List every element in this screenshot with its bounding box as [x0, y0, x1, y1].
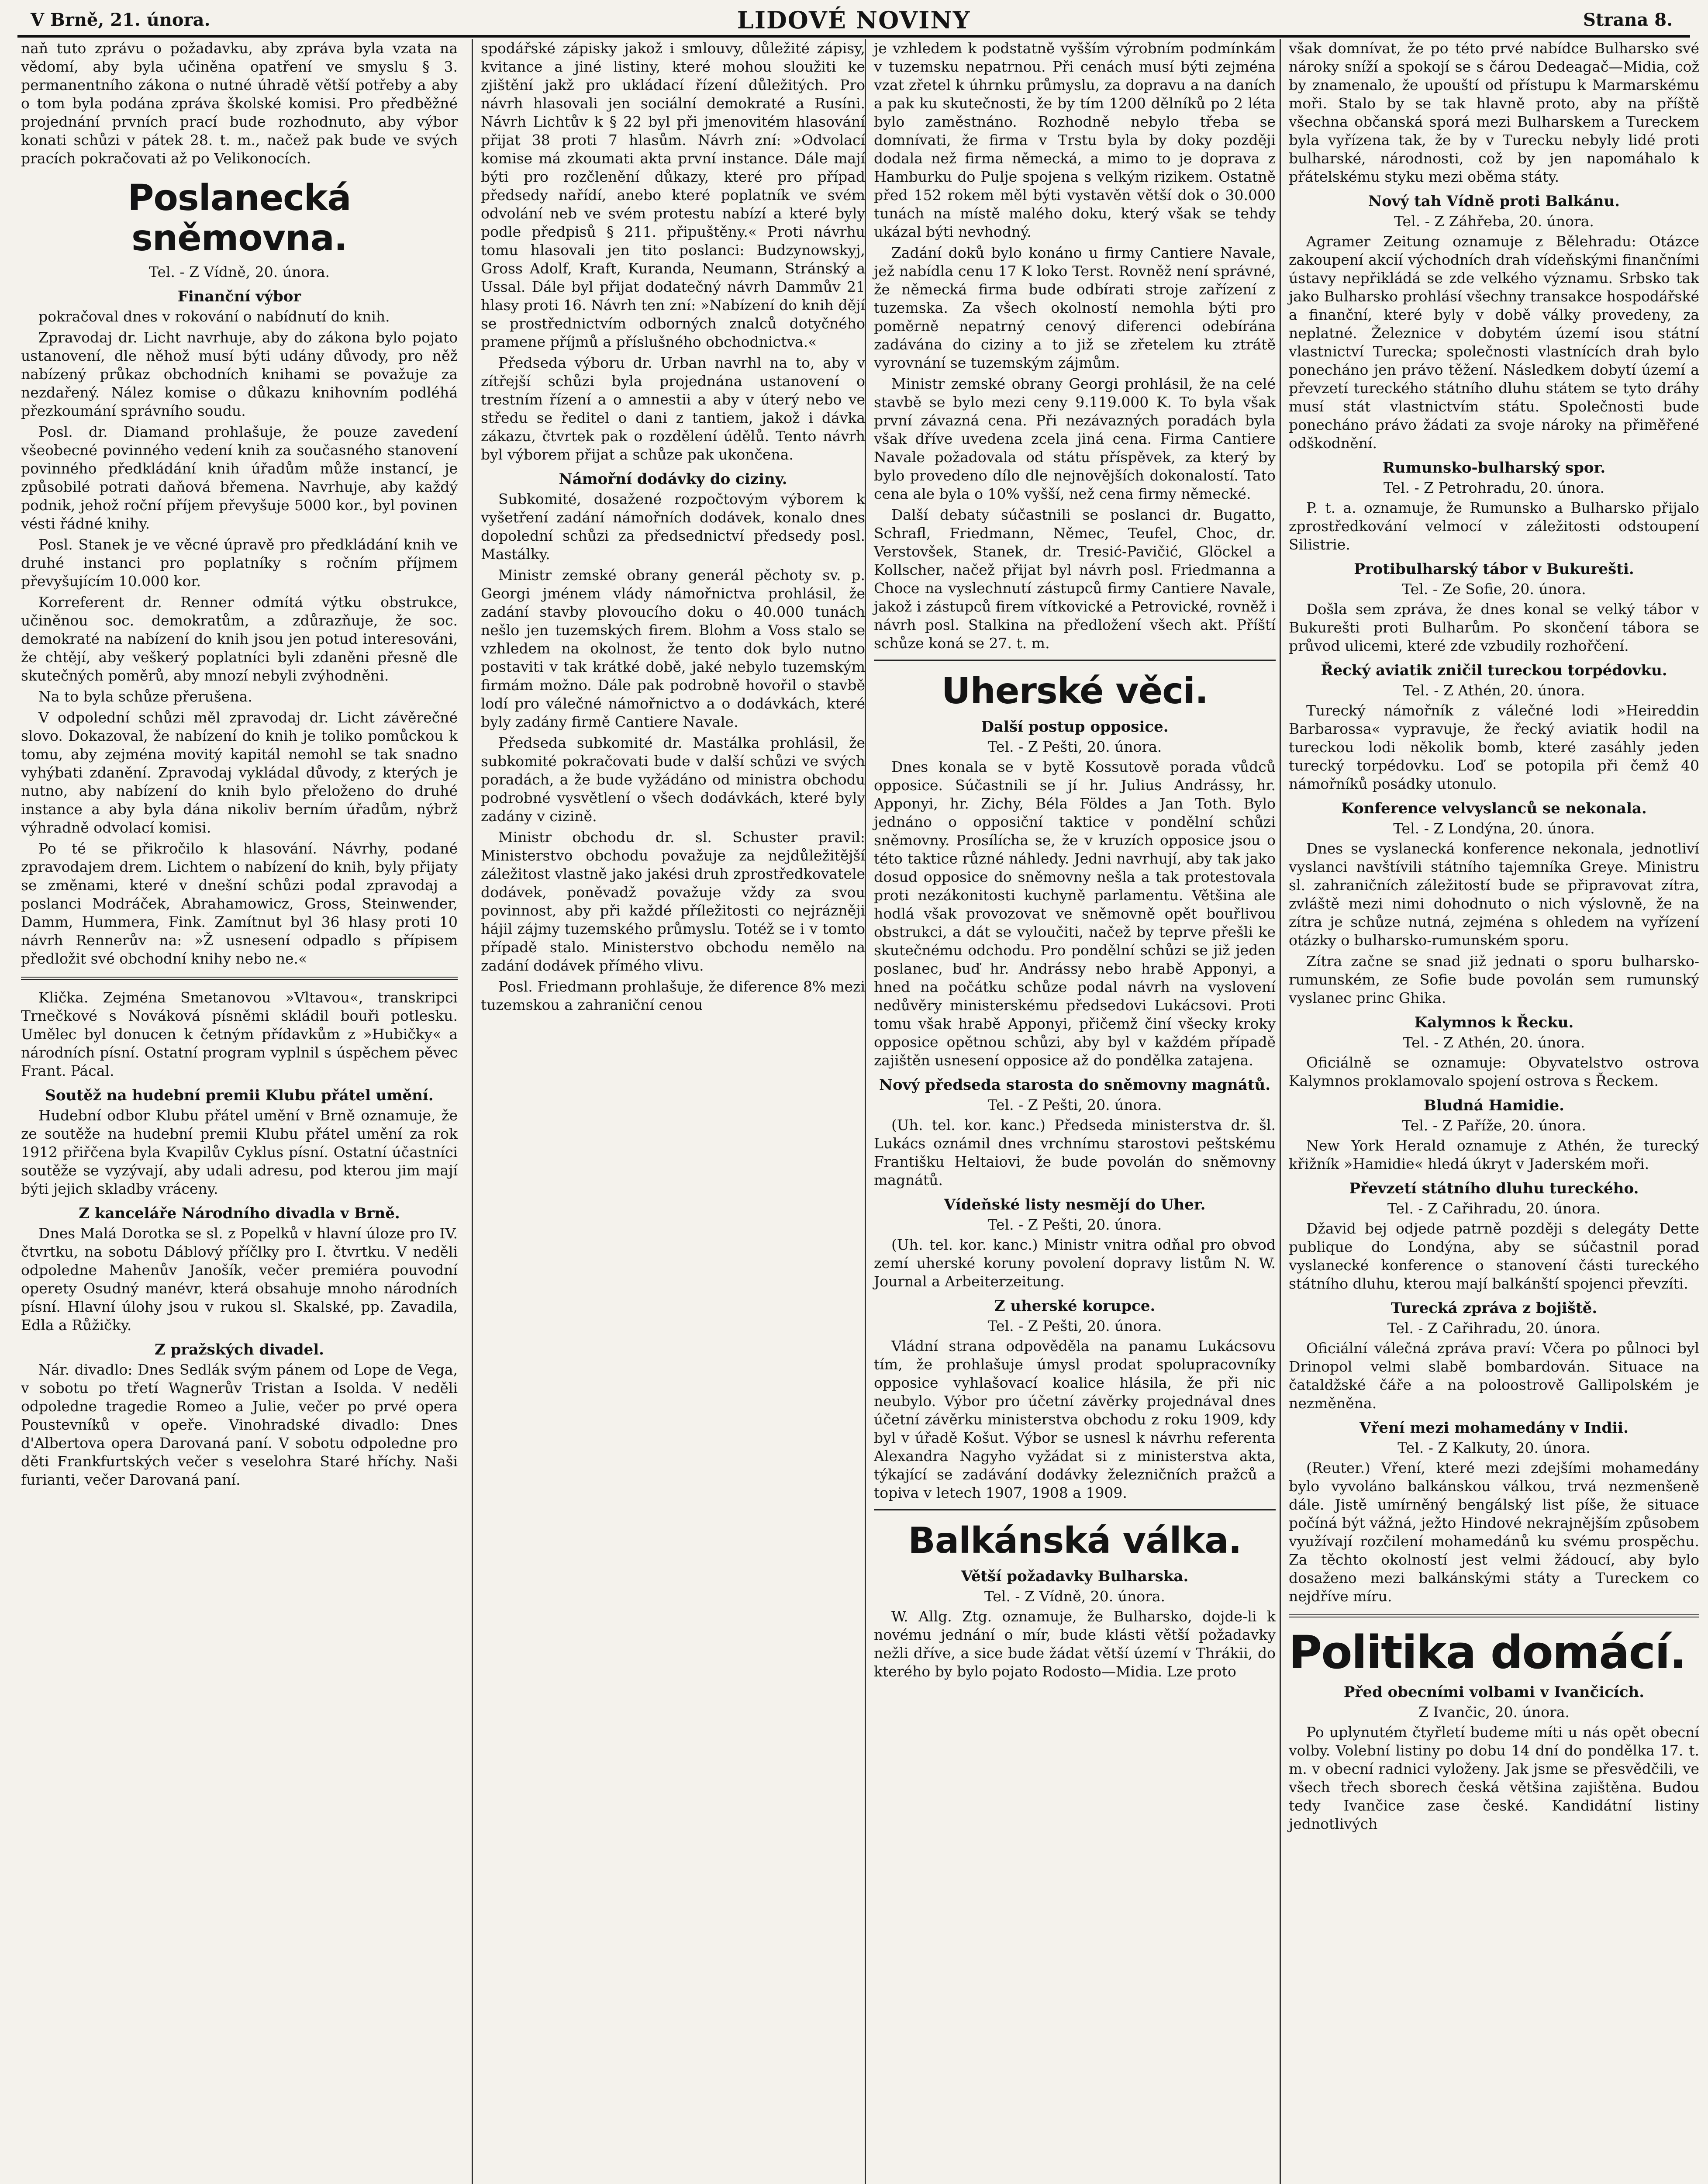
dateline: Tel. - Ze Sofie, 20. února. [1402, 581, 1586, 598]
dateline: Tel. - Z Petrohradu, 20. února. [1383, 479, 1605, 496]
paragraph: Korreferent dr. Renner odmítá výtku obstrukce, učiněnou soc. demokratům, a zdůrazňuje, že soc. demokraté na nabízení do knih jsou jen potud interesováni, že chtějí, aby veškerý poplatníci byli zdaněni přesně dle skutečných poměrů, aby mnozí nebyli zvýhodněni. [21, 594, 458, 684]
section-heading-politika: Politika domácí. [1289, 1626, 1686, 1679]
subheading: Nový předseda starosta do sněmovny magnátů. [879, 1076, 1271, 1094]
dateline: Tel. - Z Cařihradu, 20. února. [1387, 1200, 1601, 1217]
article-continuation: je vzhledem k podstatně vyšším výrobním podmínkám v tuzemsku nepatrnou. Při cenách musí býti zejména vzat zřetel k úhrnku průmyslu, za dopravu a na daních a pak ku skutečnosti, že by tím 1200 dělníků po 2 léta bylo zaměstnáno. Rozhodně nebylo třeba se domnívati, že firma v Trstu byla by doky později dodala než firma německá, a mimo to je doprava z Hamburku do Pulje spojena s velkým rizikem. Ostatně před 152 rokem měl býti vystavěn větší dok o 30.000 tunách na místě malého doku, který však se tehdy ukázal býti nevhodný. [874, 40, 1276, 240]
paragraph: Turecký námořník z válečné lodi »Heireddin Barbarossa« vypravuje, že řecký aviatik hodil na tureckou lodi několik bomb, které zasáhly jeden turecký torpédovku. Loď se potopila při čemž 40 námořníků posádky utonulo. [1289, 702, 1699, 792]
paragraph: Klička. Zejména Smetanovou »Vltavou«, transkripci Trnečkové s Nováková písněmi skládil bouři potlesku. Umělec byl donucen k četným přídavkům z »Hubičky« a národních písní. Ostatní program vyplnil s úspěchem pěvec Frant. Pácal. [21, 989, 458, 1079]
subheading: Převzetí státního dluhu tureckého. [1349, 1180, 1639, 1197]
paragraph: W. Allg. Ztg. oznamuje, že Bulharsko, dojde-li k novému jednání o mír, bude klásti větší požadavky nežli dříve, a sice bude žádat větší území v Thrákii, do kterého by bylo pojato Rodosto—Midia. Lze proto [874, 1608, 1276, 1680]
paragraph: pokračoval dnes v rokování o nabídnutí do knih. [38, 308, 390, 325]
paragraph: Na to byla schůze přerušena. [38, 688, 252, 705]
paragraph: Ministr obchodu dr. sl. Schuster pravil: Ministerstvo obchodu považuje za nejdůležitější záležitost vlastně jako jakési druh zprostředkovatele dodávek, poněvadž považuje vždy za svou povinnost, aby při každé příležitosti co nejrázněji hájil zájmy tuzemského průmyslu. Totéž se i v tomto případě stalo. Ministerstvo obchodu nemělo na zadání dodávek přímého vlivu. [481, 829, 865, 974]
article-continuation: spodářské zápisky jakož i smlouvy, důležité zápisy, kvitance a jiné listiny, které mohou sloužiti ke zjištění jakž pro ukládací řízení důležitých. Pro návrh hlasovali jen sociální demokraté a Rusíni. Návrh Lichtův k § 22 byl při jmenovitém hlasování přijat 38 proti 7 hlasům. Návrh zní: »Odvolací komise má zkoumati akta první instance. Dále mají býti pro rozčlenění důkazy, které pro případ předsedy nařídí, anebo které poplatník ve svém odvolání neb ve svém protestu nabízí a které byly podle předpisů § 211. připuštěny.« Proti návrhu tomu hlasovali jen tito poslanci: Budzynowskyj, Gross Adolf, Kraft, Kuranda, Neumann, Stránský a Ussal. Dále byl přijat dodatečný návrh Dammův 21 hlasy proti 16. Návrh ten zní: »Nabízení do knih dějí se prostřednictvím odborných znalců dotyčného pramene příjmů a příslušného obchodnictva.« [481, 40, 865, 350]
subheading: Vření mezi mohamedány v Indii. [1359, 1419, 1629, 1437]
article-continuation: naň tuto zprávu o požadavku, aby zpráva byla vzata na vědomí, aby byla učiněna opatření ve smyslu § 3. permanentního zákona o nutné úhradě větší potřeby a aby o tom byla podána zpráva školské komisi. Pro předběžné projednání prvních prací bude rozhodnuto, aby výbor konati schůzi v pátek 28. t. m., načež pak bude ve svých pracích pokračovati až po Velikonocích. [21, 40, 458, 167]
paragraph: Posl. dr. Diamand prohlašuje, že pouze zavedení všeobecné povinného vedení knih za současného stanovení povinného předkládání knih úřadům může instancí, je způsobilé potrati daňová břemena. Navrhuje, aby každý podnik, jehož roční příjem převyšuje 5000 kor., byl povinen vésti řádné knihy. [21, 423, 458, 532]
dateline: Tel. - Z Pešti, 20. února. [987, 1216, 1162, 1233]
paragraph: Další debaty súčastnili se poslanci dr. Bugatto, Schrafl, Friedmann, Němec, Teufel, Choc, dr. Verstovšek, Stanek, dr. Tresić-Pavičić, Glöckel a Kollscher, načež přijat byl návrh posl. Friedmanna a Choce na vyslechnutí zástupců firmy Cantiere Navale, jakož i zástupců firem vítkovické a Petrovické, rovněž i návrh posl. Stalkina na předložení všech akt. Příští schůze koná se 27. t. m. [874, 506, 1276, 652]
subheading: Další postup opposice. [981, 718, 1169, 736]
divider [874, 660, 1276, 661]
subheading: Protibulharský tábor v Bukurešti. [1354, 560, 1634, 578]
column-4 [1280, 39, 1699, 2184]
paragraph: Hudební odbor Klubu přátel umění v Brně oznamuje, že ze soutěže na hudební premii Klubu přátel umění za rok 1912 přiřčena byla Kvapilův Cyklus písní. Ostatní účastníci soutěže se vyzývají, aby udali adresu, pod kterou jim mají býti jejich skladby vráceny. [21, 1107, 458, 1197]
dateline: Tel. - Z Pešti, 20. února. [987, 738, 1162, 755]
subheading: Vídeňské listy nesmějí do Uher. [944, 1196, 1206, 1213]
paragraph: Vládní strana odpověděla na panamu Lukácsovu tím, že prohlašuje úmysl prodat spolupracovníky opposice vyhlašovací koalice hlásila, že při nic neubylo. Výbor pro účetní závěrky projednával dnes účetní závěrku ministerstva obchodu z roku 1909, kdy byl v úřadě Košut. Výbor se usnesl k návrhu referenta Alexandra Nagyho vyžádat si z ministerstva akta, týkající se zadávání dodávky železničních pražců a topiva v letech 1907, 1908 a 1909. [874, 1337, 1276, 1501]
dateline: Z Ivančic, 20. února. [1418, 1704, 1570, 1721]
column-2 [472, 39, 865, 2184]
subheading: Rumunsko-bulharský spor. [1382, 459, 1606, 477]
paragraph: V odpolední schůzi měl zpravodaj dr. Licht závěrečné slovo. Dokazoval, že nabízení do knih je toliko pomůckou k tomu, aby zejména movitý kapitál nemohl se tak snadno vyhýbati zdanění. Zpravodaj vykládal důvody, z kterých je nutno, aby nabízení do knih bylo přeloženo do druhé instance a aby byla dána nikoliv berním úřadům, nýbrž výhradně odvolací komisi. [21, 709, 458, 836]
paragraph: Agramer Zeitung oznamuje z Bělehradu: Otázce zakoupení akcií východních drah vídeňskými finančními ústavy nepřikládá se zde velkého významu. Srbsko tak jako Bulharsko prohlásí všechny transakce hospodářské a finanční, které byly v době války provedeny, za neplatné. Železnice v dobytém území isou státní vlastnictví Turecka; společnosti vlastnících drah bylo ponecháno jen právo těžení. Následkem dobytí území a převzetí tureckého státního dluhu státem se tyto dráhy musí stát vlastnictvím státu. Společnosti bude ponecháno právo žádati za svoje nároky na přiměřené odškodnění. [1289, 233, 1699, 452]
paragraph: Předseda výboru dr. Urban navrhl na to, aby v zítřejší schůzi byla projednána ustanovení o trestním řízení a o amnestii a aby v úterý nebo ve středu se ředitel o dani z tantiem, jakož i dávka zákazu, čtvrtek pak o rozdělení údělů. Tento návrh byl výborem přijat a schůze pak ukončena. [481, 354, 865, 463]
subheading: Konference velvyslanců se nekonala. [1341, 800, 1647, 817]
paragraph: Subkomité, dosažené rozpočtovým výborem k vyšetření zadání námořních dodávek, konalo dnes dopolední schůzi za předsednictví předsedy posl. Mastálky. [481, 491, 865, 563]
divider [874, 1509, 1276, 1510]
subheading: Z pražských divadel. [154, 1341, 324, 1358]
dateline: Tel. - Z Athén, 20. února. [1403, 1034, 1585, 1051]
dateline: Tel. - Z Kalkuty, 20. února. [1397, 1439, 1591, 1456]
article-continuation: však domnívat, že po této prvé nabídce Bulharsko své nároky sníží a spokojí se s čárou Dedeagač—Midia, což by znamenalo, že upouští od přístupu k Marmarskému moři. Stalo by se tak hlavně proto, aby na příště všechna občanská sporá mezi Bulharskem a Tureckem byla vyřízena tak, že by v Turecku nebyly lidé proti bulharské, národnosti, což by jen napomáhalo k přátelskému styku mezi oběma státy. [1289, 40, 1699, 185]
column-3 [865, 39, 1276, 2184]
dateline: Tel. - Z Pešti, 20. února. [987, 1096, 1162, 1113]
subheading: Bludná Hamidie. [1424, 1097, 1564, 1114]
newspaper-title: LIDOVÉ NOVINY [737, 6, 971, 34]
subheading: Soutěž na hudební premii Klubu přátel umění. [45, 1087, 434, 1104]
section-heading-poslanecka: Poslanecká sněmovna. [128, 177, 351, 259]
divider [1289, 1614, 1699, 1617]
paragraph: Po uplynutém čtyřletí budeme míti u nás opět obecní volby. Volební listiny po dobu 14 dní do pondělka 17. t. m. v obecní radnici vyloženy. Jak jsme se přesvědčili, ve všech třech sborech česká většina zajištěna. Budou tedy Ivančice zase české. Kandidátní listiny jednotlivých [1289, 1724, 1699, 1832]
section-heading-uherske: Uherské věci. [941, 670, 1208, 712]
paragraph: Oficiálně se oznamuje: Obyvatelstvo ostrova Kalymnos proklamovalo spojení ostrova s Řeckem. [1289, 1054, 1699, 1089]
paragraph: Dnes Malá Dorotka se sl. z Popelků v hlavní úloze pro IV. čtvrtku, na sobotu Dáblový příčlky pro I. čtvrtku. V neděli odpoledne Mahenův Janošík, večer premiéra pouvodní operety Osudný manévr, která obsahuje mnoho národních písní. Hlavní úlohy jsou v rukou sl. Skalské, pp. Zavadila, Edla a Růžičky. [21, 1225, 458, 1334]
issue-date: V Brně, 21. února. [31, 10, 210, 30]
paragraph: Předseda subkomité dr. Mastálka prohlásil, že subkomité pokračovati bude v další schůzi ve svých poradách, a že bude vyžádáno od ministra obchodu podrobné vysvětlení o všech dodávkách, které byly zadány v cizině. [481, 734, 865, 825]
paragraph: (Uh. tel. kor. kanc.) Ministr vnitra odňal pro obvod zemí uherské koruny povolení dopravy listům N. W. Journal a Arbeiterzeitung. [874, 1236, 1276, 1290]
paragraph: (Reuter.) Vření, které mezi zdejšími mohamedány bylo vyvoláno balkánskou válkou, trvá nezmenšeně dále. Jistě umírněný bengálský list píše, že situace počíná být vážná, ježto Hindové nekrajnějším způsobem využívají rozčilení mohamedánů ku svému prospěchu. Za těchto okolností jest velmi žádoucí, aby bylo dosaženo mezi balkánskými státy a Tureckem co nejdříve míru. [1289, 1459, 1699, 1605]
paragraph: Zadání doků bylo konáno u firmy Cantiere Navale, jež nabídla cenu 17 K loko Terst. Rovněž není správné, že německá firma bude odbírati stroje zařízení z tuzemska. Za všech okolností nemohla býti pro poměrně nepatrný cenový diferenci odebírána zadávána do ciziny a to již se zřetelem ku ztrátě vyrovnání se tuzemským zájmům. [874, 244, 1276, 371]
dateline: Tel. - Z Cařihradu, 20. února. [1387, 1320, 1601, 1337]
paragraph: P. t. a. oznamuje, že Rumunsko a Bulharsko přijalo zprostředkování velmocí v záležitosti odstoupení Silistrie. [1289, 499, 1699, 553]
subheading: Větší požadavky Bulharska. [961, 1568, 1189, 1585]
dateline: Tel. - Z Záhřeba, 20. února. [1394, 213, 1594, 230]
subheading: Námořní dodávky do ciziny. [559, 470, 787, 488]
paragraph: Ministr zemské obrany generál pěchoty sv. p. Georgi jménem vlády námořnictva prohlásil, že zadání stavby plovoucího doku o 40.000 tunách nešlo jen tuzemských firem. Blohm a Voss stalo se vzhledem na okolnost, že tento dok bylo nutno postaviti v tak krátké době, jaké nebylo tuzemským firmám možno. Dále pak podrobně hovořil o stavbě lodí pro válečné námořnictvo a o dodávkách, které byly zadány firmě Cantiere Navale. [481, 567, 865, 730]
subheading: Turecká zpráva z bojiště. [1391, 1299, 1598, 1317]
paragraph: Došla sem zpráva, že dnes konal se velký tábor v Bukurešti proti Bulharům. Po skončení tábora se průvod ulicemi, které zde vzbudily rozhořčení. [1289, 601, 1699, 654]
dateline: Tel. - Z Pešti, 20. února. [987, 1317, 1162, 1334]
page-number: Strana 8. [1583, 10, 1673, 30]
section-heading-balkanska: Balkánská válka. [908, 1520, 1242, 1562]
subheading: Nový tah Vídně proti Balkánu. [1368, 193, 1620, 210]
divider [21, 977, 458, 980]
paragraph: Ministr zemské obrany Georgi prohlásil, že na celé stavbě se bylo mezi ceny 9.119.000 K. To byla však první závazná cena. Při nezávazných poradách byla však dříve uvedena zcela jiná cena. Firma Cantiere Navale požadovala od státu příspěvek, za který by bylo provedeno dílo dle nejnovějších dokonalostí. Tato cena ale byla o 10% vyšší, než cena firmy německé. [874, 375, 1276, 502]
dateline: Tel. - Z Paříže, 20. února. [1402, 1117, 1586, 1134]
dateline: Tel. - Z Londýna, 20. února. [1393, 820, 1595, 837]
paragraph: Dnes se vyslanecká konference nekonala, jednotliví vyslanci navštívili státního tajemníka Greye. Ministru sl. zahraničních záležitostí bude se připravovat zítra, zvláště mezi nimi dohodnuto o nich výslovně, že na zítra je schůze nutná, zejména s ohledem na vyřízení otázky o bulharsko-rumunském sporu. [1289, 840, 1699, 949]
subheading: Z kanceláře Národního divadla v Brně. [79, 1205, 400, 1222]
paragraph: New York Herald oznamuje z Athén, že turecký křižník »Hamidie« hledá úkryt v Jaderském moři. [1289, 1137, 1699, 1172]
paragraph: (Uh. tel. kor. kanc.) Předseda ministerstva dr. šl. Lukács oznámil dnes vrchnímu starostovi peštskému Františku Heltaiovi, že bude povolán do sněmovny magnátů. [874, 1116, 1276, 1189]
paragraph: Dnes konala se v bytě Kossutově porada vůdců opposice. Súčastnili se jí hr. Julius Andrássy, hr. Apponyi, hr. Zichy, Béla Földes a Jan Toth. Bylo jednáno o opposiční taktice v pondělní schůzi sněmovny. Prosílícha se, že v kruzích opposice jsou o této taktice různé náhledy. Jedni navrhují, aby tak jako dosud opposice do sněmovny nešla a tak protestovala proti nezákonitosti kuchyně parlamentu. Většina ale hodlá však provozovat ve sněmovně opět bouřlivou obstrukci, a dát se vyloučiti, načež by teprve přešli ke skutečnému odchodu. Pro pondělní schůzi se již jeden poslanec, buď hr. Andrássy nebo hrabě Apponyi, a hned na počátku schůze podal návrh na vyslovení nedůvěry ministerskému předsedovi Lukácsovi. Proti tomu však hrabě Apponyi, přičemž činí všecky kroky opposice opětnou schůzi, aby byl v každém případě zajištěn usnesení opposice až do pondělka zatajena. [874, 758, 1276, 1069]
dateline: Tel. - Z Athén, 20. února. [1403, 682, 1585, 699]
paragraph: Posl. Stanek je ve věcné úpravě pro předkládání knih ve druhé instanci pro poplatníky s ročním příjmem převyšujícím 10.000 kor. [21, 536, 458, 590]
subheading: Z uherské korupce. [994, 1297, 1156, 1315]
column-1 [21, 39, 458, 2184]
subheading: Kalymnos k Řecku. [1414, 1014, 1574, 1031]
paragraph: Zítra začne se snad již jednati o sporu bulharsko-rumunském, ze Sofie bude povolán sem rumunský vyslanec princ Ghika. [1289, 953, 1699, 1006]
page-header [17, 4, 1690, 38]
dateline: Tel. - Z Vídně, 20. února. [148, 263, 330, 280]
paragraph: Džavid bej odjede patrně později s delegáty Dette publique do Londýna, aby se súčastnil porad vyslanecké konference o stanovení části tureckého státního dluhu, kterou mají balkánští spojenci převzíti. [1289, 1220, 1699, 1292]
subheading: Finanční výbor [177, 288, 301, 305]
paragraph: Nár. divadlo: Dnes Sedlák svým pánem od Lope de Vega, v sobotu po třetí Wagnerův Tristan a Isolda. V neděli odpoledne tragedie Romeo a Julie, večer po prvé opera Poustevníků v opeře. Vinohradské divadlo: Dnes d'Albertova opera Darovaná paní. V sobotu odpoledne pro děti Frankfurtských večer s veselohra Staré hříchy. Naši furianti, večer Darovaná paní. [21, 1361, 458, 1488]
paragraph: Zpravodaj dr. Licht navrhuje, aby do zákona bylo pojato ustanovení, dle něhož musí býti udány důvody, pro něž nabízený průkaz obchodních knihami se považuje za nezdařený. Nález komise o důkazu knihovním podléhá přezkoumání správního soudu. [21, 329, 458, 419]
paragraph: Po té se přikročilo k hlasování. Návrhy, podané zpravodajem drem. Lichtem o nabízení do knih, byly přijaty se změnami, které v dnešní schůzi podal zpravodaj a poslanci Modráček, Abrahamowicz, Gross, Steinwender, Damm, Hummera, Fink. Zamítnut byl 36 hlasy proti 10 návrh Rennerův na: »Ž usnesení odpadlo s přípisem předložit své obchodní knihy nebo ne.« [21, 840, 458, 967]
paragraph: Oficiální válečná zpráva praví: Včera po půlnoci byl Drinopol velmi slabě bombardován. Situace na čataldžské čáře a na poloostrově Gallipolském je nezměněna. [1289, 1340, 1699, 1412]
subheading: Řecký aviatik zničil tureckou torpédovku. [1321, 662, 1667, 679]
paragraph: Posl. Friedmann prohlašuje, že diference 8% mezi tuzemskou a zahraniční cenou [481, 978, 865, 1013]
subheading: Před obecními volbami v Ivančicích. [1343, 1683, 1645, 1701]
dateline: Tel. - Z Vídně, 20. února. [984, 1588, 1166, 1605]
